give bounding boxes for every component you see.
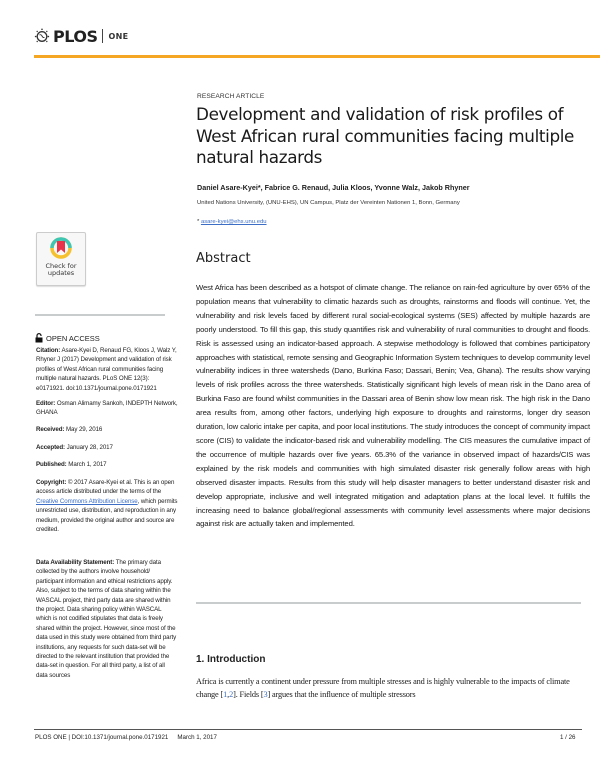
crossmark-label-line1: Check for	[45, 262, 77, 270]
header-accent-rule	[34, 55, 600, 58]
sidebar-divider	[35, 314, 165, 316]
cc-license-link[interactable]: Creative Commons Attribution License	[36, 497, 138, 505]
open-access-label: OPEN ACCESS	[46, 333, 100, 343]
page-number: 1 / 26	[560, 734, 576, 741]
article-type: RESEARCH ARTICLE	[197, 93, 265, 100]
received-label: Received:	[36, 426, 65, 433]
corresponding-email	[197, 219, 267, 225]
intro-text-3: ] argues that the influence of multiple stressors	[267, 690, 416, 700]
crossmark-label-line2: updates	[47, 269, 75, 277]
accepted-block	[36, 443, 178, 452]
citation-block	[36, 346, 178, 393]
abstract-body: West Africa has been described as a hotspot of climate change. The reliance on rain-fed agriculture by over 65% of the population means that vulnerability to climatic hazards such as droughts, rainstorms and floods will continue. Yet, the vulnerability and risk levels faced by different rural social-ecological systems (SES) affected by multiple hazards are poorly understood. To fill this gap, this study quantifies risk and vulnerability of rural communities to drought and floods. Risk is assessed using an indicator-based approach. A stepwise methodology is followed that combines participatory approaches with statistical, remote sensing and Geographic Information System techniques to develop community level vulnerability indices in three watersheds (Dano, Burkina Faso; Dassari, Benin; Vea, Ghana). The results show varying levels of risk profiles across the three watersheds. Statistically significant high levels of mean risk in the Dano area of Burkina Faso are found whilst communities in the Dassari area of Benin show low mean risk. The high risk in the Dano area results from, among other factors, underlying high exposure to droughts and rainstorms, longer dry season duration, low caloric intake per capita, and poor local institutions. The study introduces the concept of community impact score (CIS) to validate the indicator-based risk and vulnerability modelling. The CIS measures the cumulative impact of the occurrence of multiple hazards over five years. 65.3% of the variance in observed impact of hazards/CIS was explained by the risk models and communities with high simulated disaster risk generally follow areas with high observed disaster impacts. Results from this study will help disaster managers to better understand disaster risk and develop appropriate, inclusive and well integrated mitigation and adaptation plans at the local level. It fulfills the increasing need to balance global/regional assessments with community level assessments where major decisions against risk are actually taken and implemented.	[196, 283, 590, 529]
copyright-label: Copyright:	[36, 479, 67, 486]
intro-text-2: ]. Fields [	[233, 690, 264, 700]
ref-separator: ,	[227, 690, 230, 700]
abstract-heading: Abstract	[196, 251, 251, 266]
received-date: May 29, 2016	[64, 426, 103, 433]
editor-label: Editor:	[36, 400, 56, 407]
received-block	[36, 425, 178, 434]
logo-divider	[102, 29, 103, 43]
footer-divider	[34, 729, 582, 730]
citation-label: Citation:	[36, 347, 61, 354]
copyright-text: © 2017 Asare-Kyei et al. This is an open access article distributed under the terms of the	[36, 479, 175, 496]
logo-one-text: ONE	[108, 31, 129, 41]
introduction-heading: 1. Introduction	[196, 654, 266, 665]
reference-link-1[interactable]: 1	[223, 690, 228, 700]
accepted-label: Accepted:	[36, 444, 66, 451]
editor-block	[36, 399, 178, 418]
abstract-divider	[196, 602, 581, 604]
accepted-date: January 28, 2017	[65, 444, 113, 451]
email-link[interactable]: asare-kyei@ehs.unu.edu	[200, 219, 267, 225]
reference-link-2[interactable]: 2	[229, 690, 234, 700]
footer-date: March 1, 2017	[177, 734, 217, 741]
footer-citation	[35, 734, 217, 741]
intro-text: Africa is currently a continent under pressure from multiple stresses and is highly vulnerable to the impacts of climate change [	[196, 677, 570, 700]
published-block	[36, 460, 178, 469]
check-for-updates-badge[interactable]	[36, 232, 86, 286]
citation-text: Asare-Kyei D, Renaud FG, Kloos J, Walz Y, Rhyner J (2017) Development and validation of risk profiles of West African rural communities facing multiple natural hazards. PLoS ONE 12(3): e0171921. doi:10.1371/journal.pone.0171921	[36, 347, 177, 392]
logo-plos-text: PLOS	[53, 26, 98, 46]
crossmark-icon	[49, 236, 73, 262]
plos-one-logo	[34, 26, 128, 46]
footer-journal-doi: PLOS ONE | DOI:10.1371/journal.pone.0171921	[35, 734, 169, 741]
reference-link-3[interactable]: 3	[263, 690, 268, 700]
open-access-badge	[35, 333, 100, 343]
plos-globe-icon	[34, 28, 50, 44]
data-availability-text: The primary data collected by the authors involve household/ participant information and ethical restrictions apply. Also, subject to the terms of data sharing within the WASCAL project, third party data are shared within the project. Data sharing policy within WASCAL which is not codified stipulates that data is freely shared within the project. However, since most of the data used in this study were obtained from third party institutions, any requests for such data-set will be directed to the relevant institution that provided the data-set in question. For all third party, a list of all data sources	[36, 559, 177, 679]
email-marker: *	[197, 219, 201, 225]
data-availability-label: Data Availability Statement:	[36, 559, 115, 566]
copyright-text-end: , which permits unrestricted use, distribution, and reproduction in any medium, provided the original author and source are credited.	[36, 497, 178, 534]
copyright-block	[36, 478, 178, 534]
published-label: Published:	[36, 461, 67, 468]
editor-text: Osman Alimamy Sankoh, INDEPTH Network, GHANA	[36, 400, 178, 417]
published-date: March 1, 2017	[66, 461, 107, 468]
author-list: Daniel Asare-Kyei*, Fabrice G. Renaud, Julia Kloos, Yvonne Walz, Jakob Rhyner	[197, 183, 470, 192]
author-affiliation: United Nations University, (UNU-EHS), UN Campus, Platz der Vereinten Nationen 1, Bonn, Germany	[197, 200, 460, 206]
data-availability-block	[36, 558, 178, 680]
unlocked-padlock-icon	[35, 333, 43, 343]
introduction-body	[196, 675, 586, 701]
article-title: Development and validation of risk profiles of West African rural communities facing multiple natural hazards	[196, 104, 575, 167]
